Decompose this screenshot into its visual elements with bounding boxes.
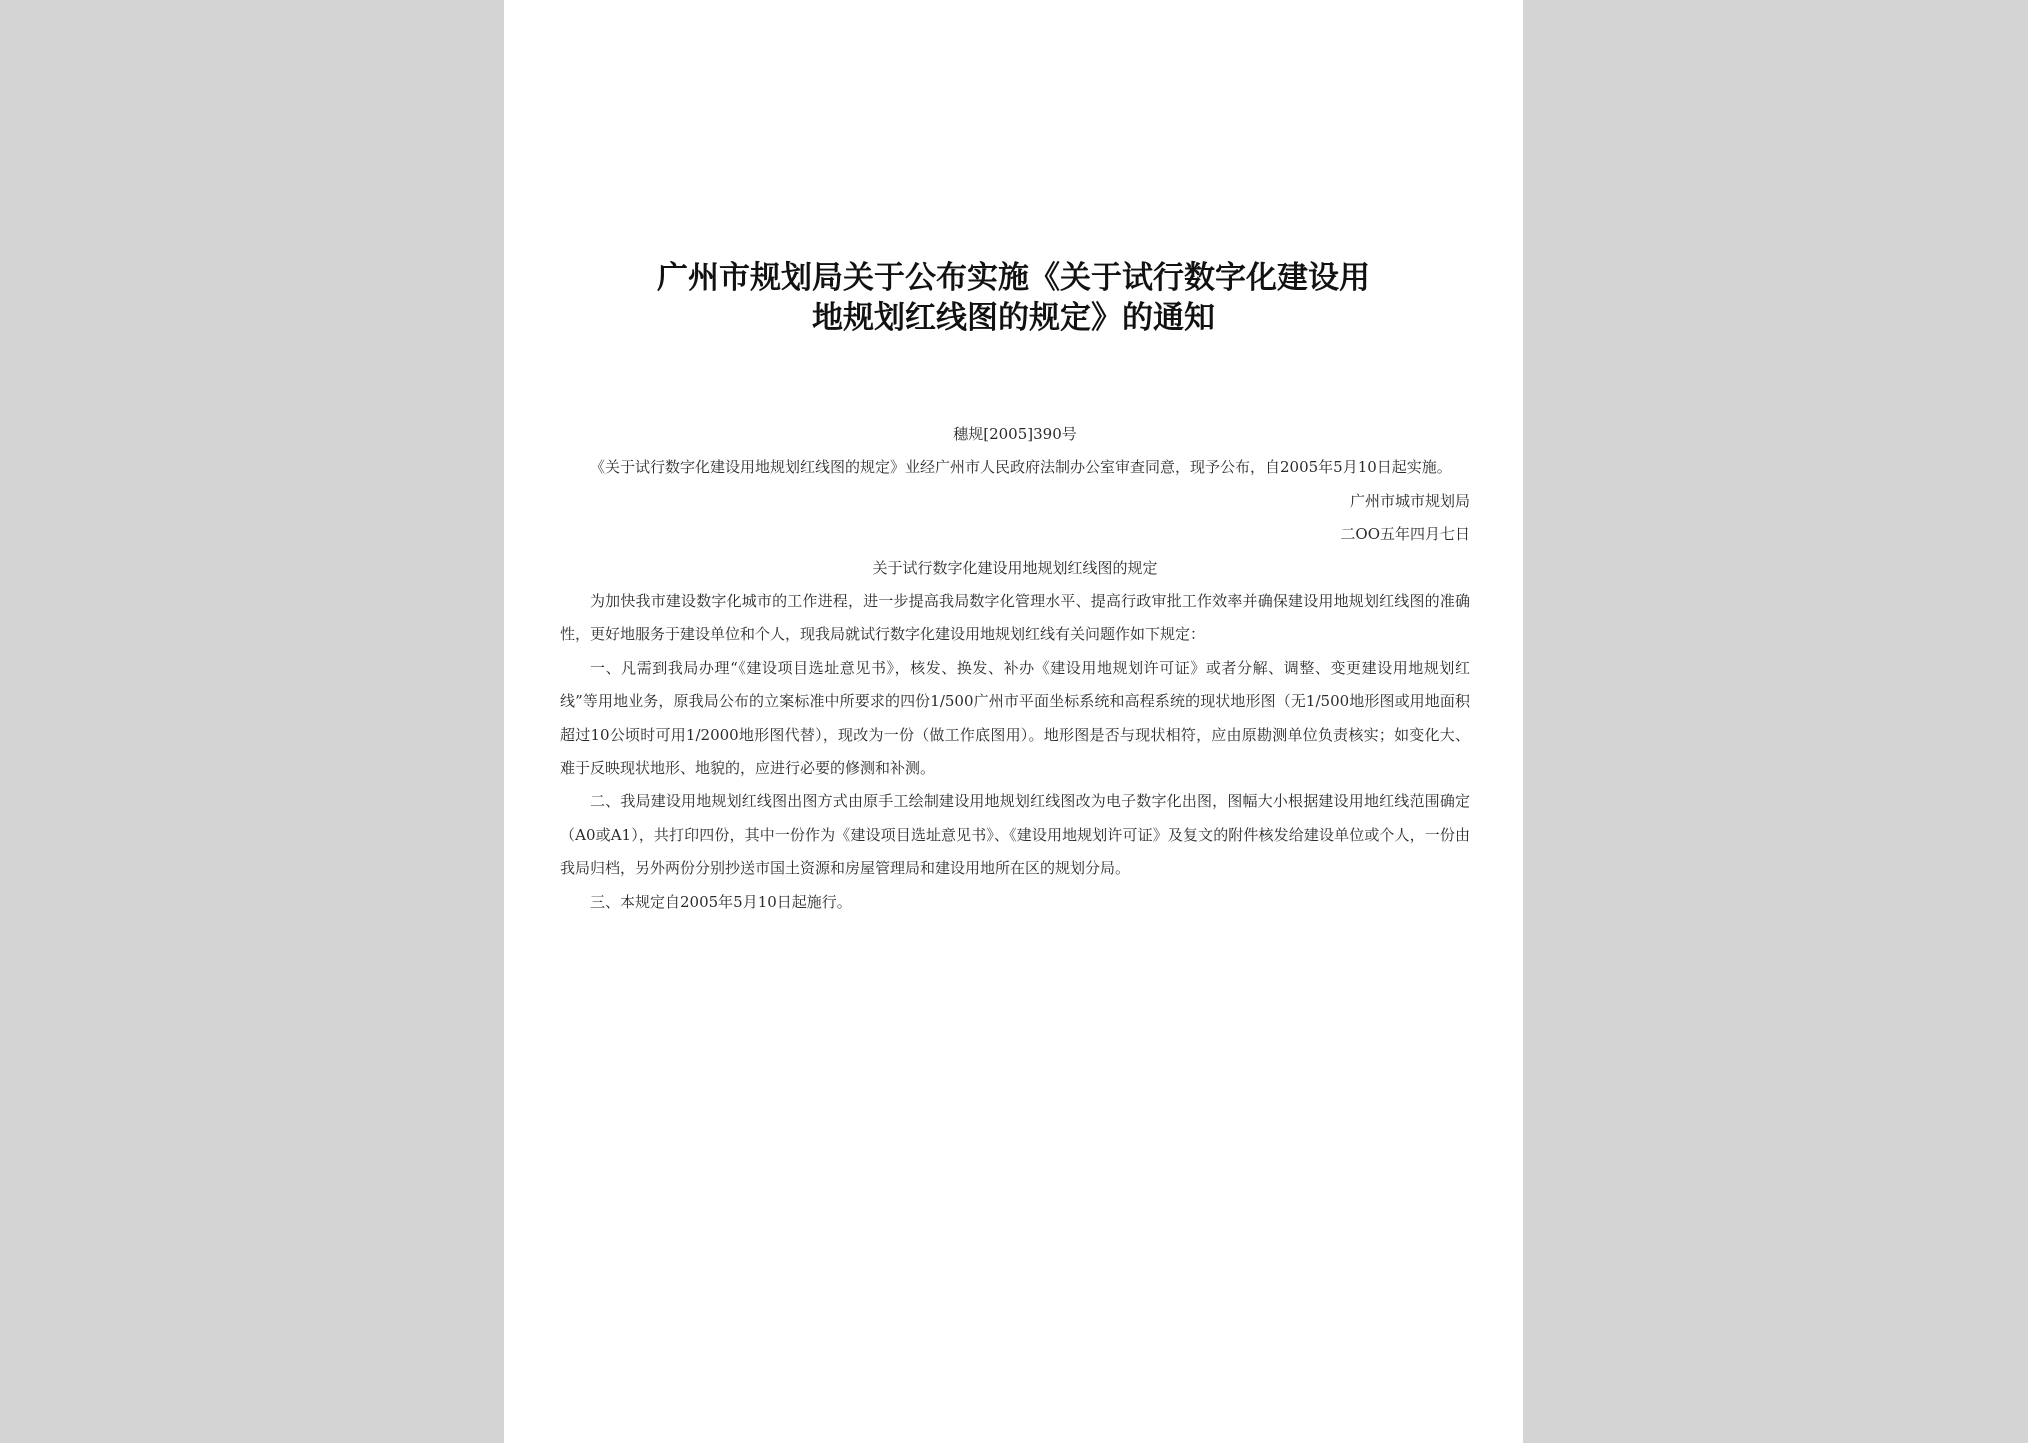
document-body: [560, 418, 1470, 919]
document-title: [504, 258, 1523, 338]
body-paragraph-item-3: 三、本规定自2005年5月10日起施行。: [590, 892, 852, 911]
document-number: 穗规[2005]390号: [953, 425, 1077, 443]
intro-paragraph: 《关于试行数字化建设用地规划红线图的规定》业经广州市人民政府法制办公室审查同意，现予公布，自2005年5月10日起实施。: [590, 458, 1452, 477]
issuer-name: 广州市城市规划局: [1349, 491, 1470, 510]
body-paragraph-preamble: 为加快我市建设数字化城市的工作进程，进一步提高我局数字化管理水平、提高行政审批工作效率并确保建设用地规划红线图的准确性，更好地服务于建设单位和个人，现我局就试行数字化建设用地规划红线有关问题作如下规定：: [560, 592, 1470, 644]
title-line-1: 广州市规划局关于公布实施《关于试行数字化建设用: [657, 260, 1370, 296]
title-line-2: 地规划红线图的规定》的通知: [812, 300, 1215, 336]
document-page: [504, 0, 1523, 1443]
issue-date: 二OO五年四月七日: [1340, 525, 1470, 544]
regulation-title: 关于试行数字化建设用地规划红线图的规定: [872, 558, 1158, 577]
body-paragraph-item-2: 二、我局建设用地规划红线图出图方式由原手工绘制建设用地规划红线图改为电子数字化出图，图幅大小根据建设用地红线范围确定（A0或A1），共打印四份，其中一份作为《建设项目选址意见书》、《建设用地规划许可证》及复文的附件核发给建设单位或个人，一份由我局归档，另外两份分别抄送市国土资源和房屋管理局和建设用地所在区的规划分局。: [560, 792, 1470, 878]
body-paragraph-item-1: 一、凡需到我局办理“《建设项目选址意见书》，核发、换发、补办《建设用地规划许可证》或者分解、调整、变更建设用地规划红线”等用地业务，原我局公布的立案标准中所要求的四份1/500广州市平面坐标系统和高程系统的现状地形图（无1/500地形图或用地面积超过10公顷时可用1/2000地形图代替），现改为一份（做工作底图用）。地形图是否与现状相符，应由原勘测单位负责核实；如变化大、难于反映现状地形、地貌的，应进行必要的修测和补测。: [560, 658, 1470, 778]
